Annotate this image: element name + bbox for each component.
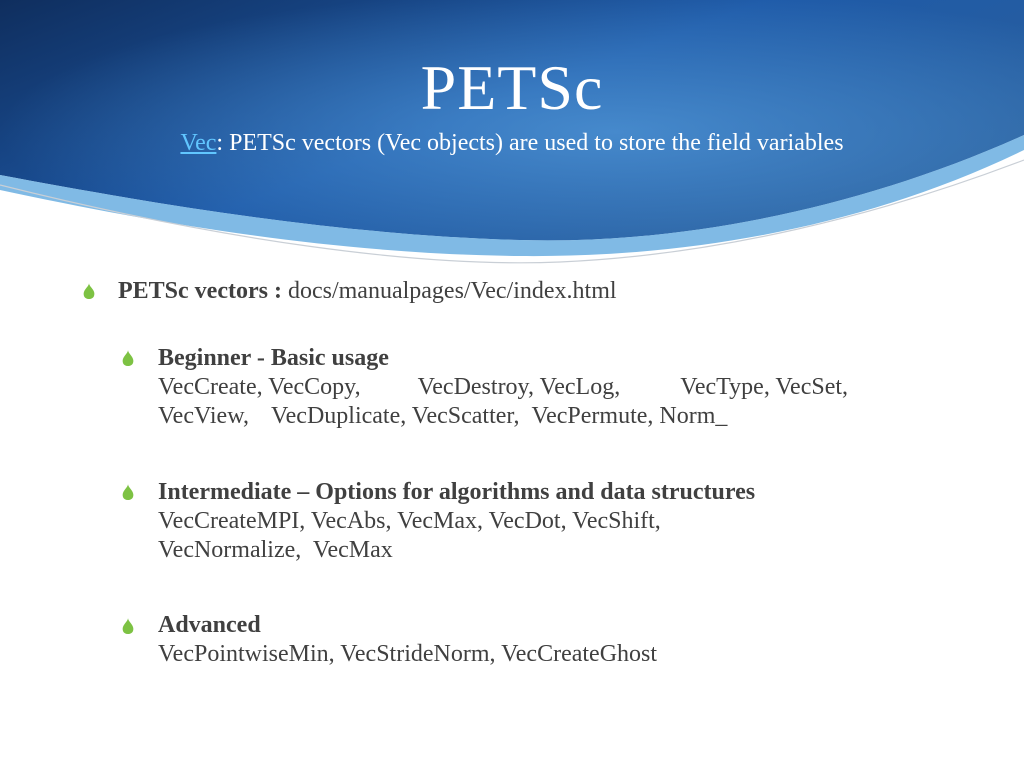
leaf-bullet-icon <box>121 618 135 636</box>
advanced-line-1: VecPointwiseMin, VecStrideNorm, VecCreateGhost <box>158 641 658 667</box>
beginner-item: VecPermute, Norm_ <box>531 403 728 429</box>
advanced-heading: Advanced <box>158 612 261 638</box>
leaf-bullet-icon <box>82 283 96 301</box>
main-bullet-label: PETSc vectors : <box>118 278 282 304</box>
beginner-item: VecDuplicate, VecScatter, <box>270 403 520 429</box>
beginner-item: VecCreate, VecCopy, <box>158 374 361 400</box>
intermediate-line-1: VecCreateMPI, VecAbs, VecMax, VecDot, VecShift, <box>158 508 661 534</box>
leaf-bullet-icon <box>121 484 135 502</box>
intermediate-heading: Intermediate – Options for algorithms and data structures <box>158 479 756 505</box>
beginner-item: VecDestroy, VecLog, <box>417 374 621 400</box>
sub-bullet-advanced <box>158 611 657 669</box>
vec-link[interactable]: Vec <box>180 130 217 156</box>
slide-title: PETSc <box>420 52 604 123</box>
beginner-item: VecType, VecSet, <box>680 374 849 400</box>
leaf-bullet-icon <box>121 350 135 368</box>
sub-bullet-intermediate <box>158 478 755 565</box>
subtitle-text: : PETSc vectors (Vec objects) are used to store the field variables <box>216 130 844 156</box>
beginner-item: VecView, <box>158 403 249 429</box>
main-bullet-value: docs/manualpages/Vec/index.html <box>287 278 617 304</box>
beginner-heading: Beginner - Basic usage <box>158 345 389 371</box>
main-bullet-text <box>118 277 617 306</box>
sub-bullet-beginner <box>158 344 848 431</box>
intermediate-line-2: VecNormalize, VecMax <box>158 537 393 563</box>
